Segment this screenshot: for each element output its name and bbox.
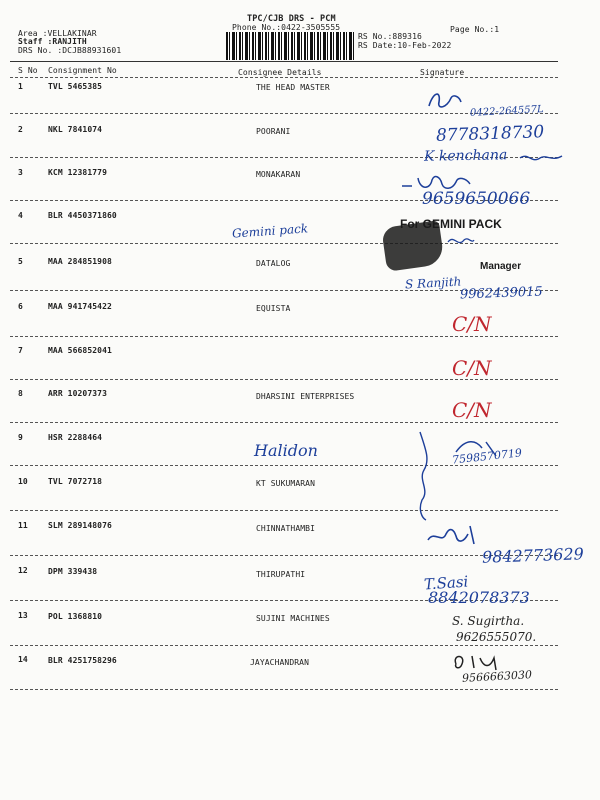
- row-divider: [10, 422, 558, 423]
- row-consignee: CHINNATHAMBI: [256, 524, 315, 533]
- row-divider: [10, 689, 558, 690]
- handwritten-phone: 9659650066: [422, 189, 531, 209]
- page-number: Page No.:1: [450, 25, 500, 34]
- row-consignee: MONAKARAN: [256, 170, 301, 179]
- row-consignment-number: BLR 4450371860: [48, 211, 117, 220]
- barcode-image: [226, 32, 354, 60]
- drs-number: DRS No. :DCJB88931601: [18, 46, 122, 55]
- row-consignment-number: MAA 941745422: [48, 302, 112, 311]
- document-title: TPC/CJB DRS - PCM: [247, 14, 336, 24]
- row-sno: 13: [18, 611, 28, 620]
- row-sno: 7: [18, 346, 23, 355]
- company-stamp-text: For GEMINI PACK: [400, 217, 502, 231]
- row-consignee: THIRUPATHI: [256, 570, 306, 579]
- row-consignee: EQUISTA: [256, 304, 291, 313]
- row-sno: 9: [18, 433, 23, 442]
- handwritten-name: T.Sasi: [423, 572, 469, 594]
- row-consignment-number: MAA 566852041: [48, 346, 112, 355]
- handwritten-phone: 8778318730: [435, 122, 545, 146]
- row-consignment-number: DPM 339438: [48, 567, 98, 576]
- handwritten-name: S. Sugirtha.: [452, 614, 525, 628]
- rs-number: RS No.:889316: [358, 32, 422, 41]
- row-sno: 8: [18, 389, 23, 398]
- handwritten-phone: 8842078373: [428, 588, 530, 607]
- handwritten-name: K kenchana: [423, 147, 508, 165]
- handwritten-phone: 7598570719: [451, 446, 523, 467]
- signature-scribble: [424, 522, 484, 548]
- row-consignment-number: HSR 2288464: [48, 433, 103, 442]
- column-header-signature: Signature: [420, 68, 465, 77]
- row-consignment-number: SLM 289148076: [48, 521, 112, 530]
- row-consignment-number: TVL 7072718: [48, 477, 103, 486]
- row-consignee: JAYACHANDRAN: [250, 658, 309, 667]
- handwritten-name: S Ranjith: [404, 274, 462, 292]
- handwritten-phone: 0422-264557L: [469, 104, 544, 119]
- handwritten-phone: 9962439015: [459, 284, 543, 303]
- handwritten-phone: 9566663030: [461, 668, 533, 685]
- rs-date: RS Date:10-Feb-2022: [358, 41, 452, 50]
- signature-scribble: [425, 88, 465, 114]
- row-sno: 3: [18, 168, 23, 177]
- row-sno: 1: [18, 82, 23, 91]
- area-field: Area :VELLAKINAR: [18, 29, 97, 38]
- row-sno: 4: [18, 211, 23, 220]
- cn-mark: C/N: [452, 398, 492, 422]
- cn-mark: C/N: [452, 312, 492, 336]
- row-consignment-number: BLR 4251758296: [48, 656, 117, 665]
- column-header-consignee: Consignee Details: [238, 68, 322, 77]
- row-consignee: POORANI: [256, 127, 291, 136]
- row-divider: [10, 645, 558, 646]
- row-divider: [10, 336, 558, 337]
- row-consignee: THE HEAD MASTER: [256, 83, 330, 92]
- row-consignment-number: TVL 5465385: [48, 82, 103, 91]
- row-consignee: DHARSINI ENTERPRISES: [256, 392, 355, 401]
- row-consignment-number: ARR 10207373: [48, 389, 107, 398]
- handwritten-consignee: Halidon: [254, 441, 318, 460]
- row-consignee: DATALOG: [256, 259, 291, 268]
- signature-scribble: [518, 150, 564, 168]
- handwritten-phone: 9626555070.: [456, 630, 537, 644]
- row-consignment-number: MAA 284851908: [48, 257, 112, 266]
- staff-field: Staff :RANJITH: [18, 37, 87, 46]
- column-header-sno: S No: [18, 66, 38, 75]
- cn-mark: C/N: [452, 356, 492, 380]
- row-sno: 2: [18, 125, 23, 134]
- stamp-designation: Manager: [480, 261, 522, 272]
- header-rule-bottom: [10, 77, 558, 78]
- row-sno: 11: [18, 521, 28, 530]
- row-sno: 5: [18, 257, 23, 266]
- row-consignee: KT SUKUMARAN: [256, 479, 315, 488]
- row-sno: 6: [18, 302, 23, 311]
- column-header-consignment: Consignment No: [48, 66, 117, 75]
- row-sno: 14: [18, 655, 28, 664]
- row-consignment-number: NKL 7841074: [48, 125, 103, 134]
- signature-scribble: [446, 234, 476, 248]
- row-divider: [10, 555, 558, 556]
- phone-number: Phone No.:0422-3505555: [232, 23, 341, 32]
- handwritten-consignee: Gemini pack: [231, 221, 309, 241]
- bracket-mark: [416, 430, 526, 522]
- row-sno: 12: [18, 566, 28, 575]
- handwritten-phone: 9842773629: [481, 544, 585, 567]
- row-sno: 10: [18, 477, 28, 486]
- row-consignee: SUJINI MACHINES: [256, 614, 330, 623]
- row-consignment-number: KCM 12381779: [48, 168, 107, 177]
- row-consignment-number: POL 1368810: [48, 612, 103, 621]
- header-rule-top: [10, 61, 558, 62]
